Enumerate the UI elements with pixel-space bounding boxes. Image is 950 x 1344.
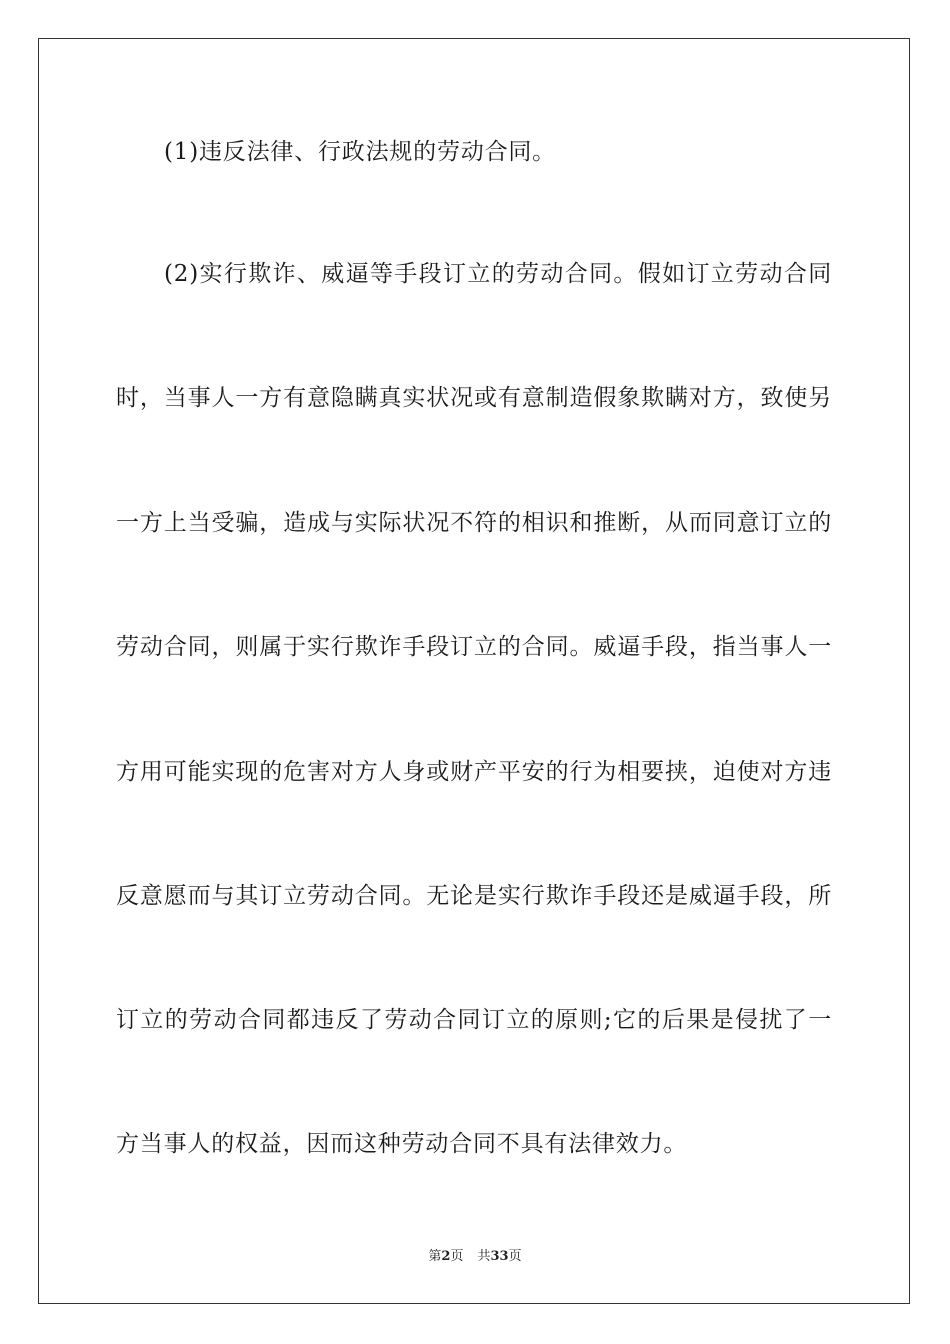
paragraph-line-9: 方当事人的权益，因而这种劳动合同不具有法律效力。 xyxy=(116,1131,688,1157)
footer-total-prefix: 共 xyxy=(477,1249,491,1264)
page-border xyxy=(38,38,910,1304)
paragraph-line-6: 方用可能实现的危害对方人身或财产平安的行为相要挟，迫使对方违 xyxy=(116,759,832,785)
footer-total-pages: 33 xyxy=(490,1249,509,1264)
footer-page-prefix: 第 xyxy=(428,1249,442,1264)
paragraph-line-3: 时，当事人一方有意隐瞒真实状况或有意制造假象欺瞒对方，致使另 xyxy=(116,385,832,411)
footer-page-number: 2 xyxy=(441,1249,451,1264)
paragraph-line-2: (2)实行欺诈、威逼等手段订立的劳动合同。假如订立劳动合同 xyxy=(164,261,832,287)
paragraph-line-5: 劳动合同，则属于实行欺诈手段订立的合同。威逼手段，指当事人一 xyxy=(116,634,832,660)
footer-total-suffix: 页 xyxy=(508,1249,522,1264)
paragraph-line-8: 订立的劳动合同都违反了劳动合同订立的原则;它的后果是侵扰了一 xyxy=(116,1007,832,1033)
paragraph-line-4: 一方上当受骗，造成与实际状况不符的相识和推断，从而同意订立的 xyxy=(116,510,832,536)
footer-page-suffix: 页 xyxy=(450,1249,464,1264)
paragraph-line-7: 反意愿而与其订立劳动合同。无论是实行欺诈手段还是威逼手段，所 xyxy=(116,883,832,909)
paragraph-line-1: (1)违反法律、行政法规的劳动合同。 xyxy=(164,139,556,165)
page-footer xyxy=(0,1245,950,1264)
